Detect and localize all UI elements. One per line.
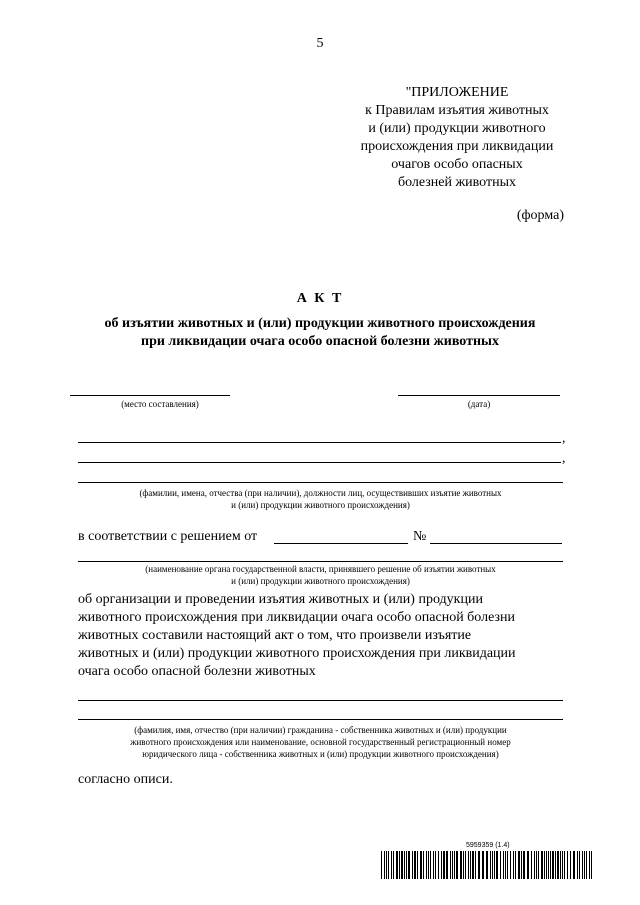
document-title: А К Т [296, 291, 344, 306]
persons-field-line-2[interactable] [78, 462, 561, 463]
appendix-line: происхождения при ликвидации [360, 139, 554, 154]
document-subtitle [50, 315, 590, 351]
body-line: об организации и проведении изъятия животных и (или) продукции [78, 592, 483, 607]
decision-prefix: в соответствии с решением от [78, 529, 258, 544]
appendix-line: "ПРИЛОЖЕНИЕ [405, 85, 509, 100]
body-line: животного происхождения при ликвидации очага особо опасной болезни [78, 610, 516, 625]
appendix-header [332, 84, 582, 192]
owner-field-line-2[interactable] [78, 719, 563, 720]
caption-line: животного происхождения или наименование, основной государственный регистрационный номер [130, 737, 511, 747]
caption-line: и (или) продукции животного происхождения) [231, 500, 410, 510]
body-paragraph [78, 591, 563, 681]
place-field-line[interactable] [70, 395, 230, 396]
appendix-line: к Правилам изъятия животных [365, 103, 549, 118]
date-field-line[interactable] [398, 395, 560, 396]
caption-line: (фамилии, имена, отчества (при наличии), должности лиц, осуществивших изъятие животных [139, 488, 502, 498]
place-caption: (место составления) [121, 399, 199, 409]
owner-caption [78, 724, 563, 760]
caption-line: (наименование органа государственной власти, принявшего решение об изъятии животных [145, 564, 496, 574]
appendix-line: и (или) продукции животного [368, 121, 546, 136]
barcode-icon [381, 851, 595, 879]
barcode-number: 5959359 (1.4) [466, 842, 510, 849]
authority-caption [78, 563, 563, 587]
appendix-line: очагов особо опасных [391, 157, 523, 172]
appendix-line: болезней животных [397, 175, 517, 190]
body-line: очага особо опасной болезни животных [78, 664, 316, 679]
body-line: животных и (или) продукции животного происхождения при ликвидации [78, 646, 516, 661]
comma: , [562, 431, 566, 446]
caption-line: юридического лица - собственника животных и (или) продукции животного происхождения) [142, 749, 499, 759]
persons-field-line-3[interactable] [78, 482, 563, 483]
decision-date-field[interactable] [274, 543, 408, 544]
caption-line: и (или) продукции животного происхождения) [231, 576, 410, 586]
subtitle-line: при ликвидации очага особо опасной болезни животных [141, 334, 499, 349]
comma: , [562, 451, 566, 466]
subtitle-line: об изъятии животных и (или) продукции животного происхождения [104, 316, 536, 331]
persons-caption [78, 487, 563, 511]
owner-field-line-1[interactable] [78, 700, 563, 701]
body-line: животных составили настоящий акт о том, что произвели изъятие [78, 628, 472, 643]
page-number: 5 [316, 36, 324, 51]
persons-field-line-1[interactable] [78, 442, 561, 443]
authority-field-line[interactable] [78, 561, 563, 562]
form-label: (форма) [516, 208, 564, 223]
closing-text: согласно описи. [78, 772, 173, 787]
caption-line: (фамилия, имя, отчество (при наличии) гражданина - собственника животных и (или) продукции [134, 725, 507, 735]
number-sign: № [413, 529, 427, 544]
date-caption: (дата) [467, 399, 491, 409]
decision-number-field[interactable] [430, 543, 562, 544]
